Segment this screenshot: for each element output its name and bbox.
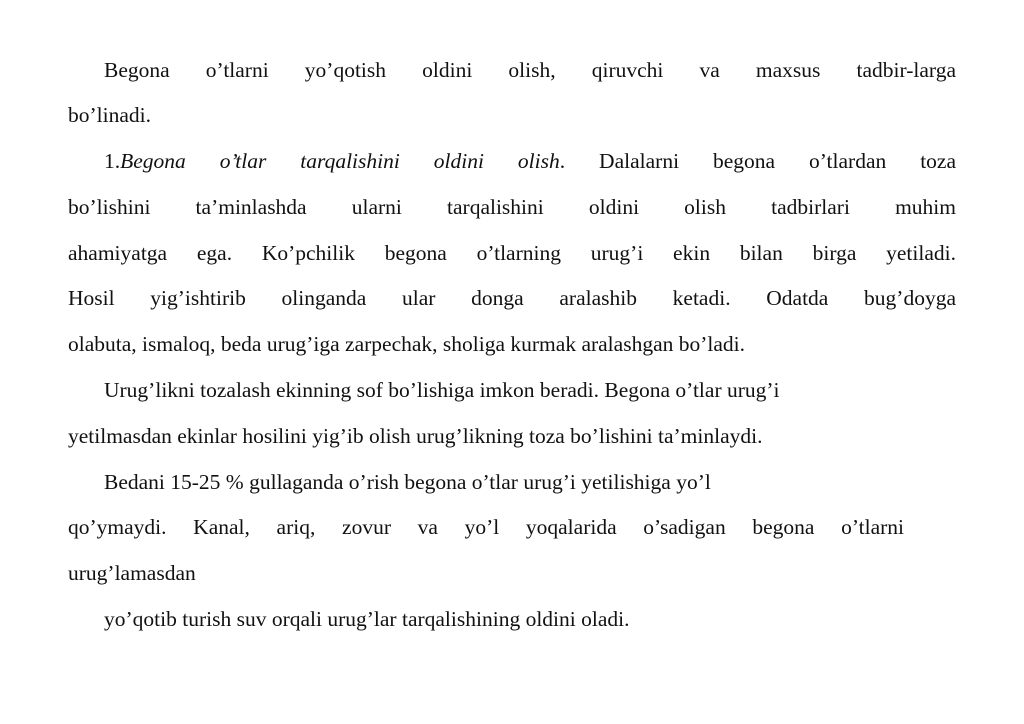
paragraph-line-1: Begona o’tlarni yo’qotish oldini olish, qiruvchi va maxsus tadbir-larga <box>104 58 956 82</box>
paragraph-line-10: Bedani 15-25 % gullaganda o’rish begona o’tlar urug’i yetilishiga yo’l <box>104 470 711 494</box>
section-heading-rest: . Dalalarni begona o’tlardan toza <box>559 149 956 173</box>
section-title: Begona o’tlar tarqalishini oldini olish <box>120 149 560 173</box>
paragraph-line-5: ahamiyatga ega. Ko’pchilik begona o’tlarning urug’i ekin bilan birga yetiladi. <box>68 241 956 265</box>
paragraph-line-9: yetilmasdan ekinlar hosilini yig’ib olish urug’likning toza bo’lishini ta’minlaydi. <box>68 424 763 448</box>
paragraph-line-6: Hosil yig’ishtirib olinganda ular donga aralashib ketadi. Odatda bug’doyga <box>68 286 956 310</box>
section-heading-line <box>104 146 956 176</box>
paragraph-line-7: olabuta, ismaloq, beda urug’iga zarpechak, sholiga kurmak aralashgan bo’ladi. <box>68 332 746 356</box>
paragraph-line-4: bo’lishini ta’minlashda ularni tarqalishini oldini olish tadbirlari muhim <box>68 195 956 219</box>
paragraph-line-2: bo’linadi. <box>68 103 151 127</box>
paragraph-line-13: yo’qotib turish suv orqali urug’lar tarqalishining oldini oladi. <box>104 607 630 631</box>
paragraph-line-8: Urug’likni tozalash ekinning sof bo’lishiga imkon beradi. Begona o’tlar urug’i <box>104 378 780 402</box>
paragraph-line-11: qo’ymaydi. Kanal, ariq, zovur va yo’l yoqalarida o’sadigan begona o’tlarni <box>68 515 904 539</box>
section-number: 1. <box>104 149 121 173</box>
paragraph-line-12: urug’lamasdan <box>68 561 196 585</box>
